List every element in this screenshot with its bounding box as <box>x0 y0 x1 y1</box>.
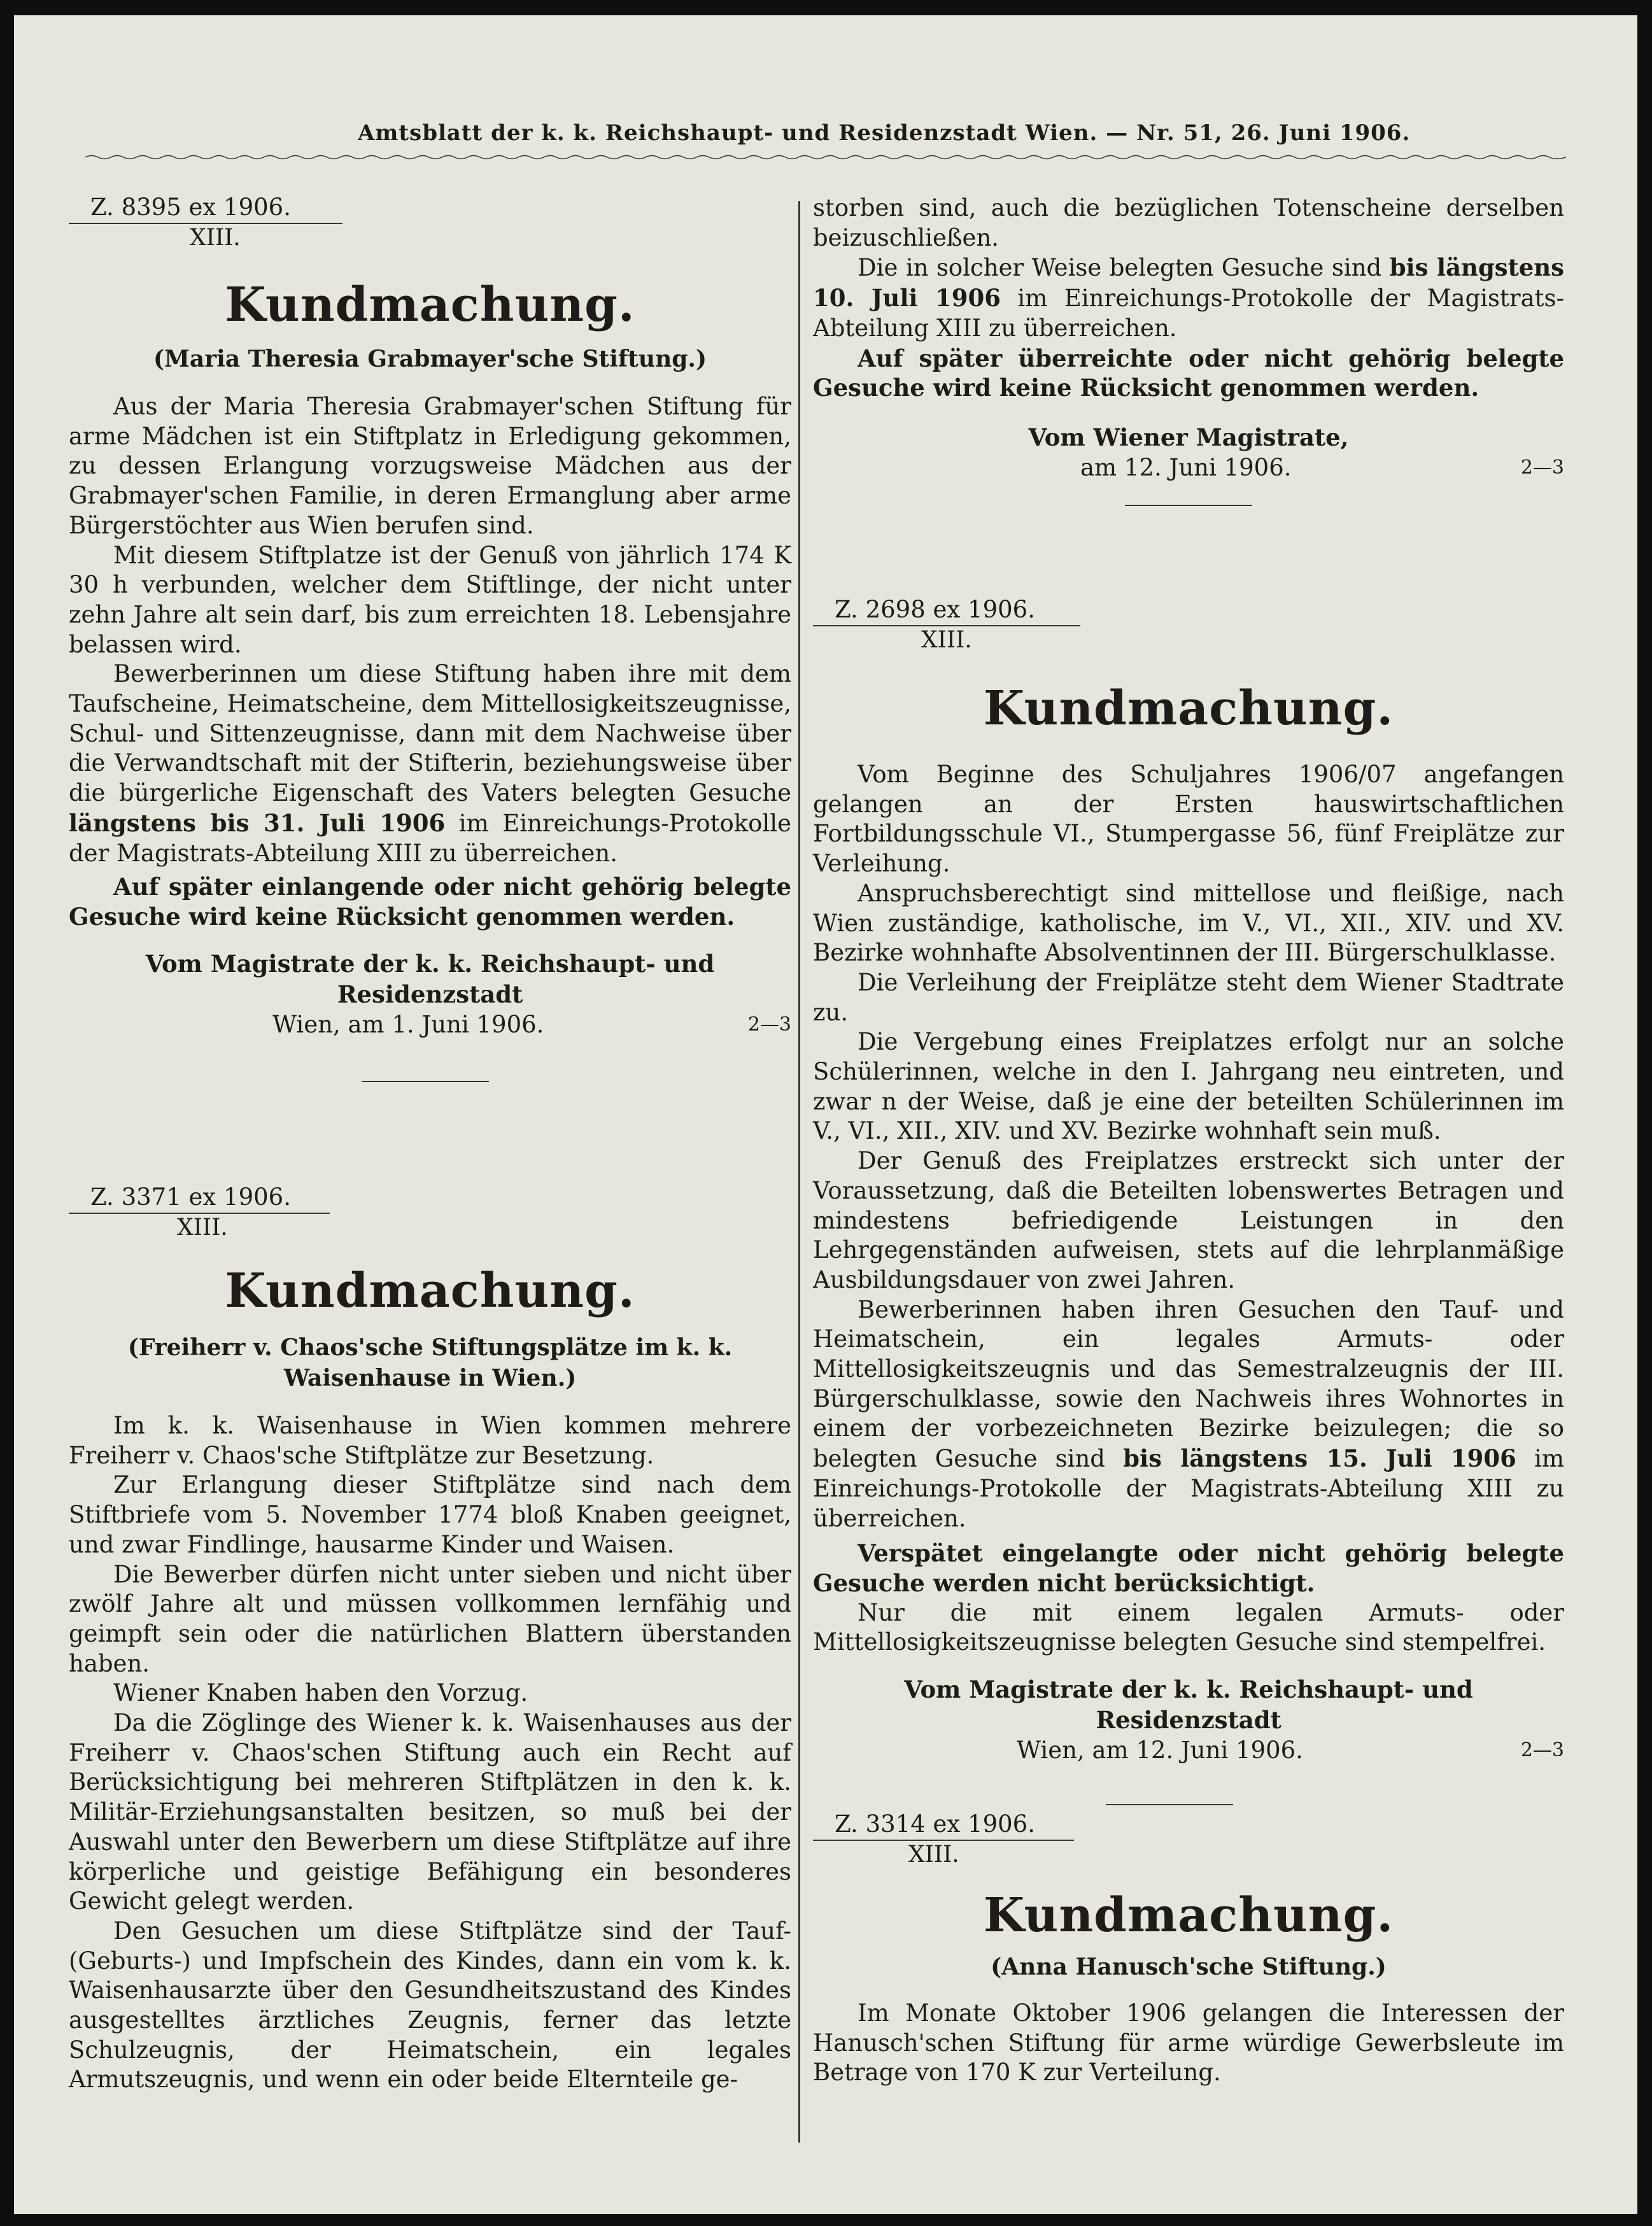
signature-place-date: Wien, am 1. Juni 1906. <box>272 1010 544 1038</box>
notice-title: Kundmachung. <box>983 681 1394 736</box>
paragraph-text: Die in solcher Weise belegten Gesuche sind <box>858 254 1382 282</box>
notice-title: Kundmachung. <box>225 278 635 332</box>
deadline: längstens bis 31. Juli 1906 <box>69 808 446 837</box>
notice-title: Kundmachung. <box>225 1264 635 1318</box>
deadline: bis längstens 10. Juli 1906 <box>813 253 1565 313</box>
warning-paragraph: Auf später überreichte oder nicht gehörig belegte Gesuche wird keine Rücksicht genommen werden. <box>813 344 1564 402</box>
notice-hanusch <box>813 1810 1564 2088</box>
department-number: XIII. <box>921 627 972 653</box>
notice-reference: Z. 3314 ex 1906. <box>835 1810 1035 1838</box>
paragraph: Anspruchsberechtigt sind mittellose und fleißige, nach Wien zuständige, katholische, im V., VI., XII., XIV. und XV. Bezirke wohnhafte Absolventinnen der III. Bürgerschulklasse. <box>813 879 1564 967</box>
paragraph-text: im Einreichungs-Protokolle der Magistrats-Abteilung XIII zu überreichen. <box>69 809 791 867</box>
paragraph-text: im Einreichungs-Protokolle der Magistrats-Abteilung XIII zu überreichen. <box>813 1445 1565 1532</box>
paragraph: Aus der Maria Theresia Grabmayer'schen Stiftung für arme Mädchen ist ein Stiftplatz in Erledigung gekommen, zu dessen Erlangung vorzugsweise Mädchen aus der Grabmayer'schen Familie, in deren Ermanglung aber arme Bürgerstöchter aus Wien berufen sind. <box>69 393 791 539</box>
paragraph: Den Gesuchen um diese Stiftplätze sind der Tauf- (Geburts-) und Impfschein des Kindes, dann ein vom k. k. Waisenhausarzte über den Gesundheitszustand des Kindes ausgestelltes ärztliches Zeugnis, ferner das letzte Schulzeugnis, der Heimatschein, ein legales Armutszeugnis, und wenn ein oder beide Elternteile ge- <box>69 1917 791 2094</box>
page-header: Amtsblatt der k. k. Reichshaupt- und Residenzstadt Wien. — Nr. 51, 26. Juni 1906. <box>358 120 1411 146</box>
signature-authority: Vom Magistrate der k. k. Reichshaupt- und Residenzstadt <box>145 949 715 1008</box>
signature-place-date: Wien, am 12. Juni 1906. <box>1017 1736 1303 1765</box>
header-rule <box>85 154 1566 160</box>
paragraph: Da die Zöglinge des Wiener k. k. Waisenhauses aus der Freiherr v. Chaos'schen Stiftung auch ein Recht auf Berücksichtigung bei mehreren Stiftplätzen in den k. k. Militär-Erziehungsanstalten besitzen, so muß bei der Auswahl unter den Bewerbern um diese Stiftplätze auf ihre körperliche und geistige Befähigung ein besonderes Gewicht gelegt werden. <box>69 1709 791 1915</box>
section-separator <box>1125 505 1252 506</box>
paragraph <box>69 659 791 868</box>
insertion-count: 2—3 <box>1520 456 1564 479</box>
paragraph: storben sind, auch die bezüglichen Totenscheine derselben beizuschließen. <box>813 194 1564 251</box>
insertion-count: 2—3 <box>747 1013 791 1036</box>
insertion-count: 2—3 <box>1520 1739 1564 1762</box>
signature-authority: Vom Magistrate der k. k. Reichshaupt- und Residenzstadt <box>904 1675 1473 1735</box>
notice-fortbildungsschule <box>813 596 1564 1805</box>
paragraph-text: Bewerberinnen um diese Stiftung haben ihre mit dem Taufscheine, Heimatscheine, dem Mittellosigkeitszeugnisse, Schul- und Sittenzeugnisse, dann mit dem Nachweise über die Verwandtschaft mit der Stifterin, beziehungsweise über die bürgerliche Eigenschaft des Vaters belegten Gesuche <box>69 660 791 807</box>
paragraph: Nur die mit einem legalen Armuts- oder Mittellosigkeitszeugnisse belegten Gesuche sind stempelfrei. <box>813 1598 1564 1656</box>
paragraph: Mit diesem Stiftplatze ist der Genuß von jährlich 174 K 30 h verbunden, welcher dem Stiftlinge, der nicht unter zehn Jahre alt sein darf, bis zum erreichten 18. Lebensjahre belassen wird. <box>69 541 791 658</box>
notice-subtitle: (Maria Theresia Grabmayer'sche Stiftung.) <box>153 346 707 372</box>
notice-reference: Z. 3371 ex 1906. <box>90 1183 291 1211</box>
paragraph <box>813 1295 1564 1534</box>
paragraph: Zur Erlangung dieser Stiftplätze sind nach dem Stiftbriefe vom 5. November 1774 bloß Knaben geeignet, und zwar Findlinge, hausarme Kinder und Waisen. <box>69 1471 791 1558</box>
paragraph-text: im Einreichungs-Protokolle der Magistrats-Abteilung XIII zu überreichen. <box>813 285 1564 342</box>
notice-title: Kundmachung. <box>983 1888 1394 1943</box>
paragraph: Im Monate Oktober 1906 gelangen die Interessen der Hanusch'schen Stiftung für arme würdige Gewerbsleute im Betrage von 170 K zur Verteilung. <box>813 1999 1564 2087</box>
column-divider <box>798 201 800 2143</box>
section-separator <box>1106 1804 1233 1805</box>
warning-paragraph: Verspätet eingelangte oder nicht gehörig belegte Gesuche werden nicht berücksichtigt. <box>813 1539 1564 1597</box>
department-number: XIII. <box>190 225 241 251</box>
paragraph: Vom Beginne des Schuljahres 1906/07 angefangen gelangen an der Ersten hauswirtschaftlichen Fortbildungsschule VI., Stumpergasse 56, fünf Freiplätze zur Verleihung. <box>813 761 1564 878</box>
notice-grabmayer <box>69 194 791 1082</box>
notice-chaos <box>69 1183 791 2095</box>
department-number: XIII. <box>908 1842 959 1868</box>
notice-subtitle: (Freiherr v. Chaos'sche Stiftungsplätze im k. k. Waisenhause in Wien.) <box>127 1334 733 1391</box>
notice-reference: Z. 8395 ex 1906. <box>90 194 291 221</box>
signature-date: am 12. Juni 1906. <box>1080 453 1292 481</box>
paragraph: Der Genuß des Freiplatzes erstreckt sich unter der Voraussetzung, daß die Beteilten lobenswertes Betragen und mindestens befriedigende Leistungen in den Lehrgegenständen aufweisen, stets auf die lehrplanmäßige Ausbildungsdauer von zwei Jahren. <box>813 1147 1564 1293</box>
paragraph <box>813 253 1564 343</box>
warning-paragraph: Auf später einlangende oder nicht gehörig belegte Gesuche wird keine Rücksicht genommen werden. <box>69 873 791 931</box>
section-separator <box>362 1081 489 1082</box>
paragraph: Die Vergebung eines Freiplatzes erfolgt nur an solche Schülerinnen, welche in den I. Jahrgang neu eintreten, und zwar n der Weise, daß je eine der beteilten Schülerinnen im V., VI., XII., XIV. und XV. Bezirke wohnhaft sein muß. <box>813 1028 1564 1145</box>
paragraph: Im k. k. Waisenhause in Wien kommen mehrere Freiherr v. Chaos'sche Stiftplätze zur Besetzung. <box>69 1412 791 1469</box>
paragraph: Die Verleihung der Freiplätze steht dem Wiener Stadtrate zu. <box>813 968 1564 1026</box>
newspaper-page <box>14 15 1637 2214</box>
notice-subtitle: (Anna Hanusch'sche Stiftung.) <box>991 1954 1387 1980</box>
notice-chaos-continued <box>813 194 1564 506</box>
department-number: XIII. <box>177 1215 228 1241</box>
paragraph: Wiener Knaben haben den Vorzug. <box>113 1679 528 1707</box>
signature-authority: Vom Wiener Magistrate, <box>1028 423 1349 451</box>
notice-reference: Z. 2698 ex 1906. <box>835 596 1035 623</box>
paragraph-text: Bewerberinnen haben ihren Gesuchen den Tauf- und Heimatschein, ein legales Armuts- oder Mittellosigkeitszeugnis und das Semestralzeugnis der III. Bürgerschulklasse, sowie den Nachweis ihres Wohnortes in einem der vorbezeichneten Bezirke beizulegen; die so belegten Gesuche sind <box>813 1295 1564 1473</box>
paragraph: Die Bewerber dürfen nicht unter sieben und nicht über zwölf Jahre alt und müssen vollkommen lernfähig und geimpft sein oder die natürlichen Blattern überstanden haben. <box>69 1560 791 1677</box>
deadline: bis längstens 15. Juli 1906 <box>1123 1444 1516 1473</box>
